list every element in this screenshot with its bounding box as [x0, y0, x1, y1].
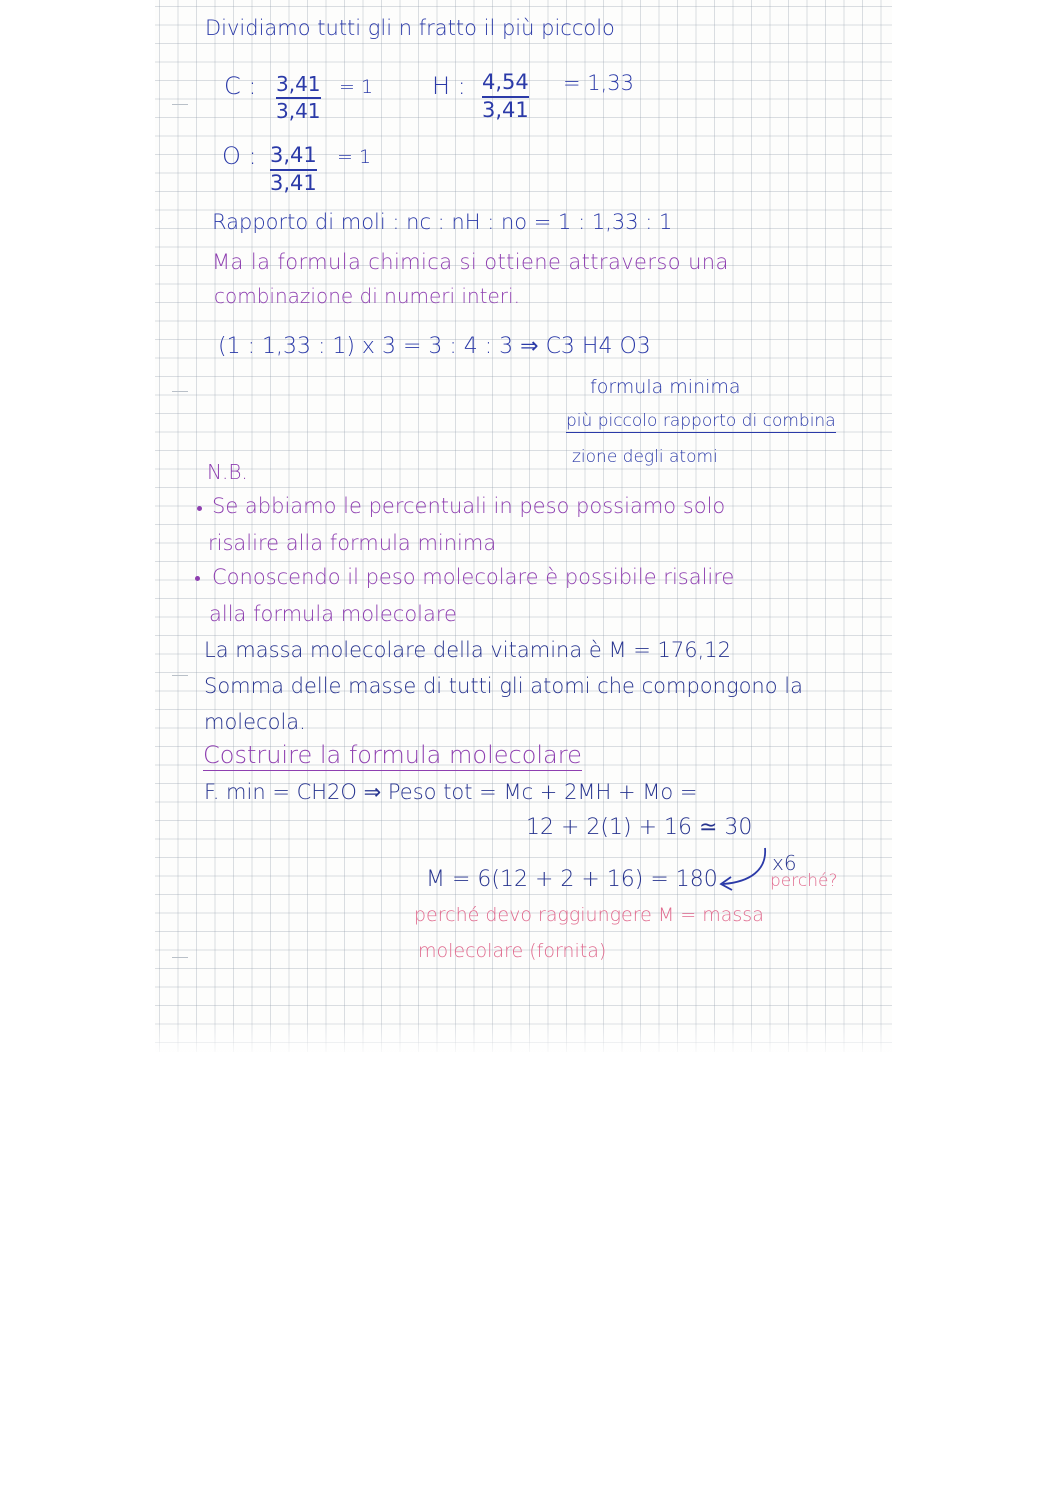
hydrogen-denominator: 3,41: [482, 98, 529, 122]
build-formula-text: Costruire la formula molecolare: [203, 741, 582, 769]
molar-mass-result: M = 6(12 + 2 + 16) = 180: [426, 867, 718, 892]
oxygen-denominator: 3,41: [270, 171, 317, 195]
hydrogen-fraction: [482, 72, 529, 121]
smallest-ratio-text: più piccolo rapporto di combina: [566, 411, 836, 431]
sheet-bottom-fade: [155, 1020, 892, 1054]
mass-line-1: La massa molecolare della vitamina è M = 176,12: [204, 638, 732, 662]
heading-line: Dividiamo tutti gli n fratto il più piccolo: [205, 16, 615, 40]
formula-minima-label: formula minima: [590, 376, 741, 398]
note-line-2: combinazione di numeri interi.: [214, 284, 520, 308]
times-six-label: x6: [772, 851, 797, 875]
mass-line-2: Somma delle masse di tutti gli atomi che compongono la: [204, 674, 803, 698]
oxygen-result: = 1: [337, 146, 372, 168]
multiplication-line: (1 : 1,33 : 1) x 3 = 3 : 4 : 3 ⇒ C3 H4 O3: [218, 334, 651, 359]
bullet2-line-1: Conoscendo il peso molecolare è possibile risalire: [212, 565, 735, 589]
pink-line-1: perché devo raggiungere M = massa: [414, 904, 764, 926]
bullet-dot: [195, 576, 200, 581]
build-formula-title: [203, 743, 582, 767]
margin-mark: [172, 104, 188, 105]
margin-mark: [172, 675, 188, 676]
bullet1-line-1: Se abbiamo le percentuali in peso possiamo solo: [212, 494, 726, 518]
margin-mark: [172, 391, 188, 392]
sum-line: 12 + 2(1) + 16 ≃ 30: [526, 815, 753, 840]
bullet-dot: [197, 506, 202, 511]
min-formula-line: F. min = CH2O ⇒ Peso tot = Mc + 2MH + Mo =: [204, 780, 698, 804]
bullet2-line-2: alla formula molecolare: [209, 602, 457, 626]
pink-line-2: molecolare (fornita): [418, 940, 607, 962]
hydrogen-numerator: 4,54: [482, 70, 529, 94]
oxygen-fraction: [270, 145, 317, 194]
oxygen-numerator: 3,41: [270, 143, 317, 167]
bullet1-line-2: risalire alla formula minima: [208, 531, 497, 555]
hydrogen-label: H :: [432, 72, 466, 100]
hydrogen-result: = 1,33: [563, 71, 635, 95]
oxygen-label: O :: [222, 142, 257, 170]
carbon-denominator: 3,41: [276, 99, 321, 123]
mole-ratio-line: Rapporto di moli : nc : nH : no = 1 : 1,33 : 1: [212, 210, 673, 234]
carbon-result: = 1: [339, 76, 374, 98]
carbon-fraction: [276, 74, 321, 121]
nb-label: N.B.: [207, 460, 248, 484]
carbon-numerator: 3,41: [276, 72, 321, 96]
margin-mark: [172, 957, 188, 958]
smallest-ratio-line-1: [566, 413, 836, 430]
perche-question: perché?: [770, 871, 838, 891]
smallest-ratio-line-2: zione degli atomi: [572, 447, 718, 467]
note-line-1: Ma la formula chimica si ottiene attraverso una: [212, 250, 729, 274]
mass-line-3: molecola.: [204, 710, 306, 734]
carbon-label: C :: [224, 72, 257, 100]
